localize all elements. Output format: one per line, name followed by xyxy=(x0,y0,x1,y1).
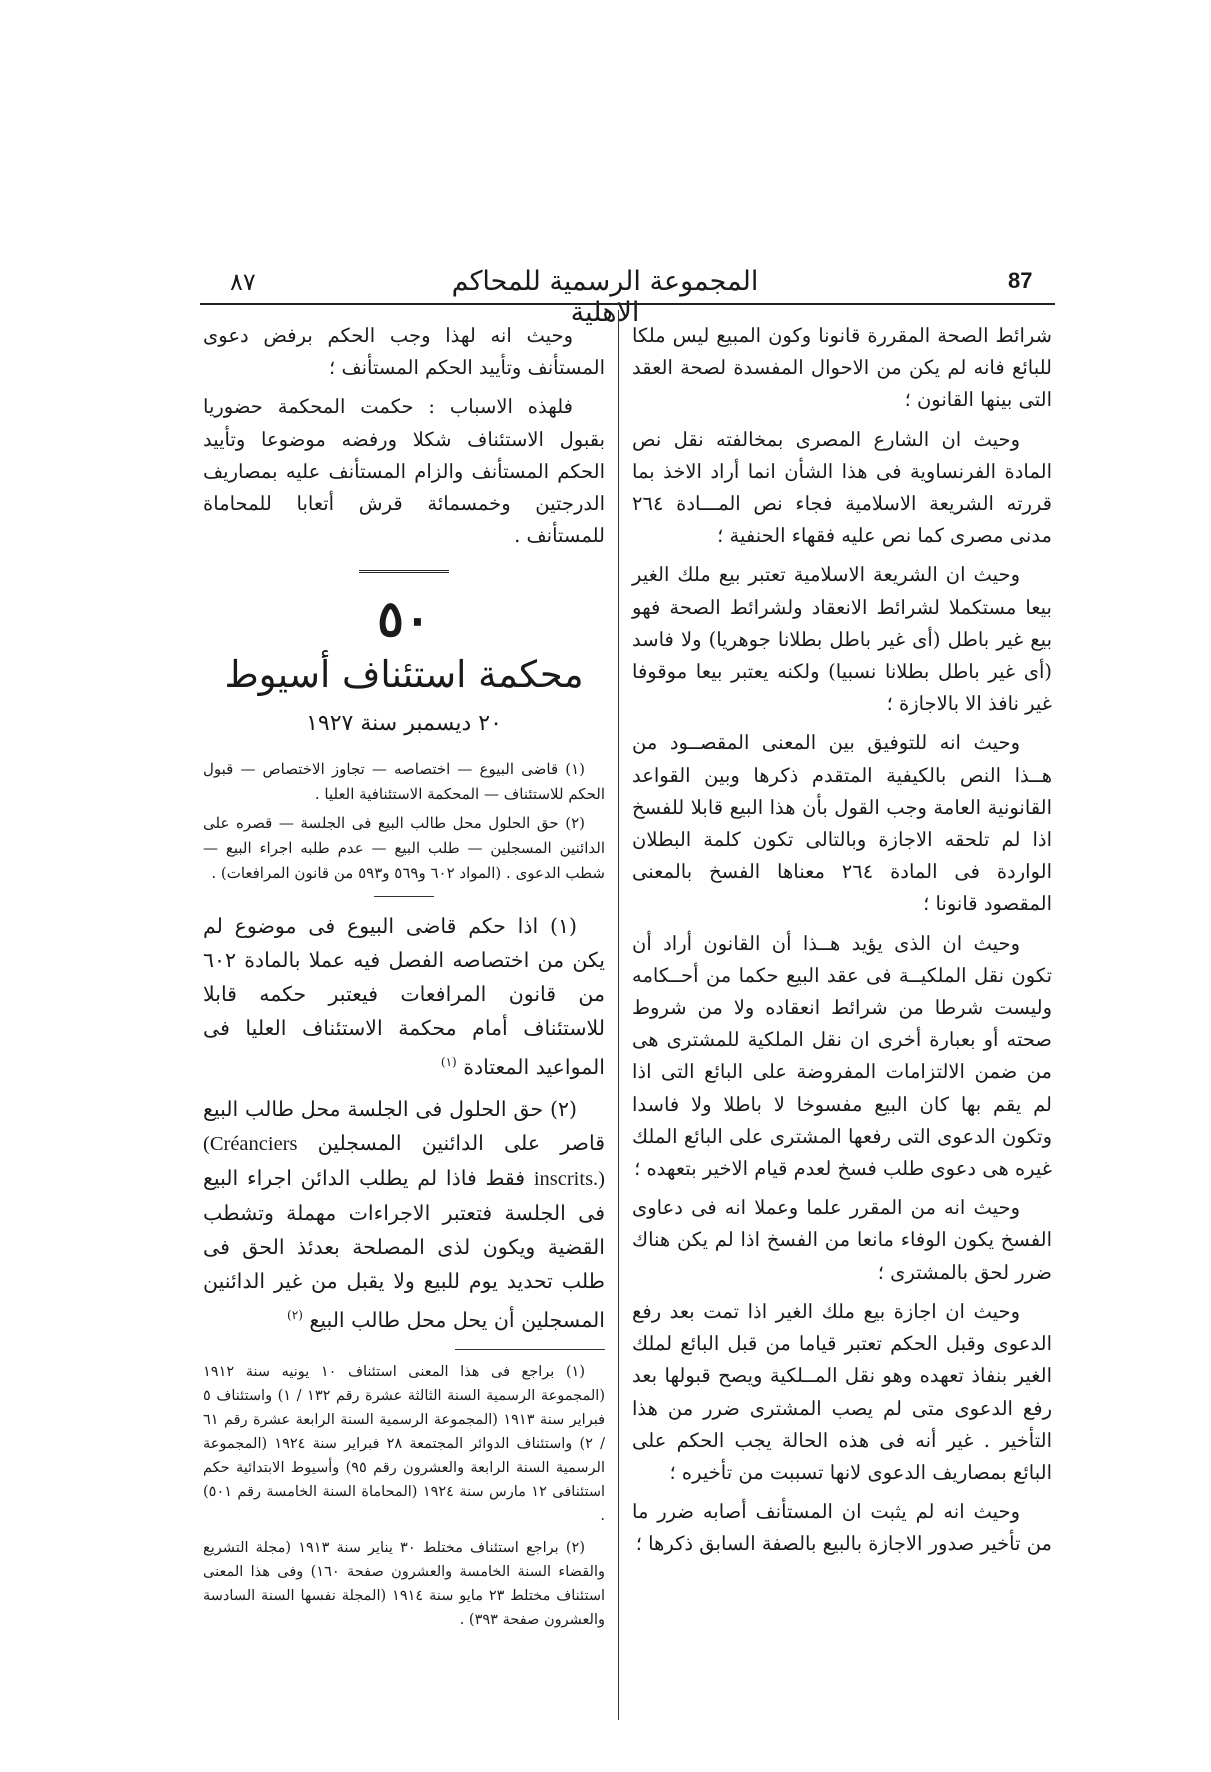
headnote-summary: (٢) حق الحلول محل طالب البيع فى الجلسة — قصره على الدائنين المسجلين — طلب البيع — عدم طلبه اجراء البيع — شطب الدعوى . (المواد ٦٠٢ و٥٦٩ و٥٩٣ من قانون المرافعات) . xyxy=(203,814,605,883)
headnote-summary: (١) قاضى البيوع — اختصاصه — تجاوز الاختصاص — قبول الحكم للاستئناف — المحكمة الاستئنافية العليا . xyxy=(203,760,605,804)
column-divider xyxy=(618,310,619,1720)
headnote-separator xyxy=(374,896,434,897)
page-number-latin: 87 xyxy=(1008,268,1033,293)
running-header-title: المجموعة الرسمية للمحاكم الاهلية xyxy=(451,266,759,328)
left-column xyxy=(203,320,605,1640)
paragraph: وحيث ان الشارع المصرى بمخالفته نقل نص المادة الفرنساوية فى هذا الشأن انما أراد الاخذ بما قررته الشريعة الاسلامية فجاء نص المـــادة ٢٦٤ مدنى مصرى كما نص عليه فقهاء الحنفية ؛ xyxy=(632,427,1052,548)
holding-paragraph xyxy=(203,1092,605,1337)
holding-text: (٢) حق الحلول فى الجلسة محل طالب البيع قاصر على الدائنين المسجلين xyxy=(203,1097,605,1156)
latin-term: (Créanciers inscrits.) xyxy=(203,1133,605,1191)
footnote-rule xyxy=(455,1349,605,1350)
case-number: ٥٠ xyxy=(377,589,431,649)
footnote: (٢) براجع استئناف مختلط ٣٠ يناير سنة ١٩١٣ (مجلة التشريع والقضاء السنة الخامسة والعشرون صفحة ١٦٠) وفى هذا المعنى استئناف مختلط ٢٣ مايو سنة ١٩١٤ (المجلة نفسها السنة السادسة والعشرون صفحة ٣٩٣) . xyxy=(203,1540,606,1629)
right-column xyxy=(632,320,1052,1568)
paragraph: وحيث انه من المقرر علما وعملا انه فى دعاوى الفسخ يكون الوفاء مانعا من الفسخ اذا لم يكن هناك ضرر لحق بالمشترى ؛ xyxy=(632,1196,1052,1284)
paragraph: وحيث انه لهذا وجب الحكم برفض دعوى المستأنف وتأييد الحكم المستأنف ؛ xyxy=(203,324,605,380)
paragraph: وحيث ان الذى يؤيد هــذا أن القانون أراد أن تكون نقل الملكيــة فى عقد البيع حكما من أحــكامه وليست شرطا من شرائط انعقاده ولا من شروط صحته أو بعبارة أخرى ان نقل الملكية للمشترى هى من ضمن الالتزامات المفروضة على البائع التى اذا لم يقم بها كان البيع مفسوخا لا باطلا ولا فاسدا وتكون الدعوى التى رفعها المشترى على البائع الملك غيره هى دعوى طلب فسخ لعدم قيام الاخير بتعهده ؛ xyxy=(632,931,1052,1181)
decision-date: ٢٠ ديسمبر سنة ١٩٢٧ xyxy=(306,711,502,737)
section-separator xyxy=(359,570,449,573)
holding-text: (١) اذا حكم قاضى البيوع فى موضوع لم يكن من اختصاصه الفصل فيه عملا بالمادة ٦٠٢ من قانون المرافعات فيعتبر حكمه قابلا للاستئناف أمام محكمة الاستئناف العليا فى المواعيد المعتادة xyxy=(203,914,605,1080)
footnote-marker: (٢) xyxy=(287,1308,303,1323)
court-name: محكمة استئناف أسيوط xyxy=(224,653,584,697)
holding-paragraph xyxy=(203,909,605,1084)
page-number-arabic: ٨٧ xyxy=(230,268,256,296)
paragraph: شرائط الصحة المقررة قانونا وكون المبيع ليس ملكا للبائع فانه لم يكن من الاحوال المفسدة لصحة العقد التى بينها القانون ؛ xyxy=(632,324,1052,412)
paragraph: فلهذه الاسباب : حكمت المحكمة حضوريا بقبول الاستئناف شكلا ورفضه موضوعا وتأييد الحكم المستأنف والزام المستأنف عليه بمصاريف الدرجتين وخمسمائة قرش أتعابا للمحاماة للمستأنف . xyxy=(203,395,605,548)
paragraph: وحيث ان الشريعة الاسلامية تعتبر بيع ملك الغير بيعا مستكملا لشرائط الانعقاد ولشرائط الصحة فهو بيع غير باطل (أى غير باطل بطلانا جوهريا) ولا فاسد (أى غير باطل بطلانا نسبيا) ولكنه يعتبر بيعا موقوفا غير نافذ الا بالاجازة ؛ xyxy=(632,563,1052,716)
footnote-marker: (١) xyxy=(440,1055,457,1070)
header-rule xyxy=(200,303,1055,305)
paragraph: وحيث ان اجازة بيع ملك الغير اذا تمت بعد رفع الدعوى وقبل الحكم تعتبر قياما من قبل البائع لملك الغير بنفاذ تعهده وهو نقل المــلكية ويصح قبولها بعد رفع الدعوى متى لم يصب المشترى ضرر من هذا التأخير . غير أنه فى هذه الحالة يجب الحكم على البائع بمصاريف الدعوى لانها تسببت من تأخيره ؛ xyxy=(632,1299,1052,1484)
holding-text: فقط فاذا لم يطلب الدائن اجراء البيع فى الجلسة فتعتبر الاجراءات مهملة وتشطب القضية ويكون لذى المصلحة بعدئذ الحق فى طلب تحديد يوم للبيع ولا يقبل من غير الدائنين المسجلين أن يحل محل طالب البيع xyxy=(203,1166,605,1333)
paragraph: وحيث انه لم يثبت ان المستأنف أصابه ضرر ما من تأخير صدور الاجازة بالبيع بالصفة السابق ذكرها ؛ xyxy=(632,1500,1052,1556)
footnote: (١) براجع فى هذا المعنى استئناف ١٠ يونيه سنة ١٩١٢ (المجموعة الرسمية السنة الثالثة عشرة رقم ١٣٢ / ١) واستئناف ٥ فبراير سنة ١٩١٣ (المجموعة الرسمية السنة الرابعة عشرة رقم ٦١ / ٢) واستئناف الدوائر المجتمعة ٢٨ فبراير سنة ١٩٢٤ (المجموعة الرسمية السنة الرابعة والعشرون رقم ٩٥) وأسيوط الابتدائية حكم استئنافى ١٢ مارس سنة ١٩٢٤ (المحاماة السنة الخامسة رقم ٥٠١) . xyxy=(203,1364,606,1525)
paragraph: وحيث انه للتوفيق بين المعنى المقصــود من هــذا النص بالكيفية المتقدم ذكرها وبين القواعد القانونية العامة وجب القول بأن هذا البيع قابلا للفسخ اذا لم تلحقه الاجازة وبالتالى تكون كلمة البطلان الواردة فى المادة ٢٦٤ معناها الفسخ بالمعنى المقصود قانونا ؛ xyxy=(632,731,1052,916)
